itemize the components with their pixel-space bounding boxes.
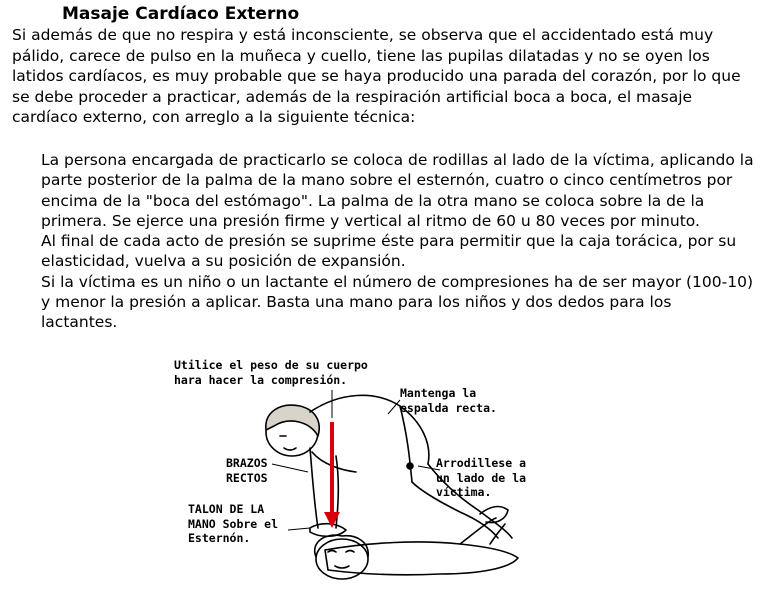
technique-line: elasticidad, vuelva a su posición de expansión. (41, 252, 406, 271)
rescuer-face (280, 436, 296, 450)
page-title: Masaje Cardíaco Externo (62, 4, 300, 24)
intro-line: latidos cardíacos, es muy probable que se haya producido una parada del corazón, por lo que (12, 67, 741, 85)
rescuer-thigh (400, 406, 412, 482)
rescuer-hair (266, 405, 319, 436)
technique-line: encima de la "boca del estómago". La palma de la otra mano se coloca sobre la de la (41, 191, 705, 210)
intro-line: Si además de que no respira y está inconsciente, se observa que el accidentado está muy (12, 26, 714, 44)
technique-line: lactantes. (41, 313, 118, 332)
intro-line: cardíaco externo, con arreglo a la siguiente técnica: (12, 108, 416, 126)
cpr-illustration (160, 352, 530, 592)
caption-body-weight: Utilice el peso de su cuerpo hara hacer la compresión. (174, 358, 368, 387)
technique-line: primera. Se ejerce una presión firme y vertical al ritmo de 60 u 80 veces por minuto. (41, 211, 700, 230)
intro-line: se debe proceder a practicar, además de la respiración artificial boca a boca, el masaje (12, 87, 693, 106)
rescuer-hands (310, 524, 346, 537)
intro-paragraph (12, 25, 768, 128)
technique-line: y menor la presión a aplicar. Basta una mano para los niños y dos dedos para los (41, 293, 672, 312)
caption-straight-back: Mantenga la espalda recta. (400, 386, 497, 415)
intro-line: pálido, carece de pulso en la muñeca y cuello, tiene las pupilas dilatadas y no se oyen los (12, 46, 710, 65)
technique-block (41, 150, 769, 333)
caption-straight-arms: BRAZOS RECTOS (226, 456, 268, 485)
victim-face (328, 551, 354, 569)
rescuer-arm-left (310, 448, 318, 528)
technique-line: Si la víctima es un niño o un lactante el número de compresiones ha de ser mayor (100-10) (41, 272, 753, 291)
caption-kneel: Arrodillese a un lado de la víctima. (436, 456, 527, 499)
victim-head (316, 539, 368, 579)
hip-marker (407, 463, 413, 469)
technique-line: parte posterior de la palma de la mano sobre el esternón, cuatro o cinco centímetros por (41, 171, 733, 190)
victim-body (325, 542, 518, 575)
technique-line: Al final de cada acto de presión se suprime éste para permitir que la caja torácica, por su (41, 232, 737, 251)
technique-line: La persona encargada de practicarlo se coloca de rodillas al lado de la víctima, aplicando la (41, 151, 754, 169)
caption-heel-of-hand: TALON DE LA MANO Sobre el Esternón. (188, 502, 279, 545)
